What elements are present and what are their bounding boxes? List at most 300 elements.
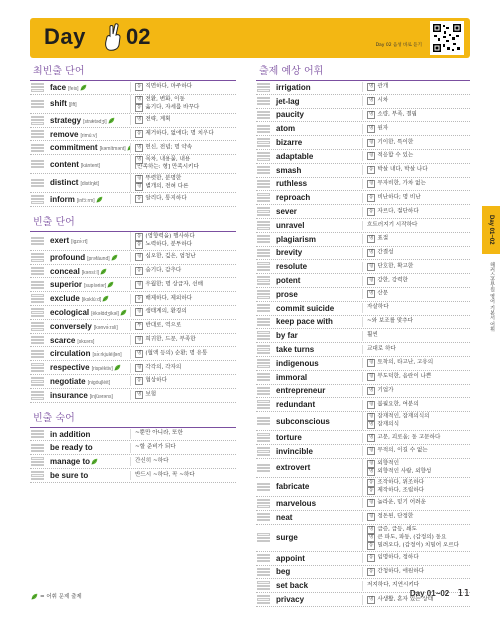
meaning-text: 전략, 계획 <box>145 116 171 123</box>
review-checkbox[interactable] <box>257 83 270 85</box>
review-checkbox[interactable] <box>257 588 270 590</box>
review-checkbox[interactable] <box>257 581 270 583</box>
review-checkbox-group[interactable] <box>256 372 272 382</box>
review-checkbox[interactable] <box>31 185 44 187</box>
review-checkbox[interactable] <box>31 336 44 338</box>
review-checkbox[interactable] <box>257 103 270 105</box>
review-checkbox[interactable] <box>257 214 270 216</box>
review-checkbox[interactable] <box>257 221 270 223</box>
review-checkbox[interactable] <box>257 193 270 195</box>
meaning-text: 적응할 수 있는 <box>377 152 414 159</box>
review-checkbox[interactable] <box>257 440 270 442</box>
review-checkbox[interactable] <box>31 144 44 146</box>
review-checkbox[interactable] <box>257 269 270 271</box>
review-checkbox[interactable] <box>31 86 44 88</box>
review-checkbox[interactable] <box>257 554 270 556</box>
word-meaning <box>130 95 236 113</box>
word-term <box>46 160 130 169</box>
part-of-speech-badge: 형 <box>369 414 374 420</box>
review-checkbox-group[interactable] <box>30 429 46 439</box>
word-term <box>272 554 362 563</box>
word-text: face <box>50 82 67 92</box>
review-checkbox[interactable] <box>257 470 270 472</box>
review-checkbox[interactable] <box>31 201 44 203</box>
review-checkbox[interactable] <box>31 436 44 438</box>
review-checkbox[interactable] <box>257 86 270 88</box>
review-checkbox-group[interactable] <box>256 317 272 327</box>
review-checkbox[interactable] <box>31 147 44 149</box>
review-checkbox-group[interactable] <box>256 447 272 457</box>
review-checkbox[interactable] <box>31 133 44 135</box>
word-term <box>272 193 362 202</box>
review-checkbox[interactable] <box>31 240 44 242</box>
review-checkbox[interactable] <box>257 362 270 364</box>
review-checkbox-group[interactable] <box>256 533 272 543</box>
word-text: surge <box>276 533 298 543</box>
review-checkbox[interactable] <box>257 513 270 515</box>
review-checkbox-group[interactable] <box>30 280 46 290</box>
review-checkbox[interactable] <box>257 97 270 99</box>
common-words-list <box>30 232 236 403</box>
review-checkbox[interactable] <box>257 249 270 251</box>
word-meaning <box>130 429 236 439</box>
review-checkbox-group[interactable] <box>256 165 272 175</box>
review-checkbox[interactable] <box>257 138 270 140</box>
review-checkbox[interactable] <box>257 210 270 212</box>
review-checkbox-group[interactable] <box>256 303 272 313</box>
review-checkbox[interactable] <box>257 483 270 485</box>
review-checkbox[interactable] <box>257 533 270 535</box>
review-checkbox[interactable] <box>257 417 270 419</box>
review-checkbox[interactable] <box>31 450 44 452</box>
review-checkbox[interactable] <box>31 298 44 300</box>
review-checkbox[interactable] <box>257 125 270 127</box>
review-checkbox-group[interactable] <box>256 248 272 258</box>
review-checkbox-group[interactable] <box>30 266 46 276</box>
meaning-line <box>367 194 470 202</box>
review-checkbox-group[interactable] <box>256 359 272 369</box>
review-checkbox[interactable] <box>257 131 270 133</box>
review-checkbox-group[interactable] <box>256 110 272 120</box>
review-checkbox[interactable] <box>257 568 270 570</box>
review-checkbox[interactable] <box>257 89 270 91</box>
word-meaning <box>130 129 236 139</box>
review-checkbox-group[interactable] <box>256 83 272 93</box>
review-checkbox[interactable] <box>257 404 270 406</box>
review-checkbox-group[interactable] <box>30 377 46 387</box>
review-checkbox[interactable] <box>257 207 270 209</box>
review-checkbox[interactable] <box>31 237 44 239</box>
review-checkbox[interactable] <box>31 179 44 181</box>
word-text: inform <box>50 194 75 204</box>
meaning-line <box>135 241 236 249</box>
review-checkbox[interactable] <box>31 370 44 372</box>
review-checkbox[interactable] <box>31 464 44 466</box>
review-checkbox[interactable] <box>257 407 270 409</box>
review-checkbox[interactable] <box>257 304 270 306</box>
review-checkbox[interactable] <box>31 267 44 269</box>
section-title-exam: 출제 예상 어휘 <box>256 62 470 81</box>
review-checkbox-group[interactable] <box>256 433 272 443</box>
word-text: profound <box>50 252 86 262</box>
review-checkbox[interactable] <box>257 321 270 323</box>
review-checkbox[interactable] <box>31 444 44 446</box>
frequent-words-list <box>30 81 236 207</box>
meaning-text: 훨씬 <box>367 331 378 338</box>
review-checkbox-group[interactable] <box>256 138 272 148</box>
review-checkbox-group[interactable] <box>256 345 272 355</box>
word-text: bizarre <box>276 138 303 148</box>
review-checkbox[interactable] <box>31 311 44 313</box>
review-checkbox-group[interactable] <box>256 386 272 396</box>
review-checkbox[interactable] <box>257 276 270 278</box>
review-checkbox[interactable] <box>31 328 44 330</box>
review-checkbox-group[interactable] <box>30 308 46 318</box>
review-checkbox[interactable] <box>257 227 270 229</box>
review-checkbox[interactable] <box>257 141 270 143</box>
review-checkbox[interactable] <box>31 284 44 286</box>
review-checkbox-group[interactable] <box>256 595 272 605</box>
review-checkbox[interactable] <box>31 315 44 317</box>
review-checkbox[interactable] <box>257 447 270 449</box>
word-entry <box>256 219 470 233</box>
qr-code-icon[interactable] <box>430 21 464 55</box>
review-checkbox[interactable] <box>257 262 270 264</box>
review-checkbox[interactable] <box>257 155 270 157</box>
review-checkbox[interactable] <box>257 387 270 389</box>
review-checkbox[interactable] <box>257 186 270 188</box>
review-checkbox[interactable] <box>31 256 44 258</box>
review-checkbox[interactable] <box>31 377 44 379</box>
review-checkbox[interactable] <box>257 180 270 182</box>
review-checkbox[interactable] <box>31 287 44 289</box>
review-checkbox[interactable] <box>31 322 44 324</box>
review-checkbox[interactable] <box>31 259 44 261</box>
meaning-line <box>135 183 236 191</box>
word-meaning <box>362 567 470 577</box>
review-checkbox[interactable] <box>257 310 270 312</box>
review-checkbox[interactable] <box>31 339 44 341</box>
review-checkbox-group[interactable] <box>30 349 46 359</box>
review-checkbox[interactable] <box>31 342 44 344</box>
review-checkbox[interactable] <box>257 290 270 292</box>
review-checkbox[interactable] <box>257 379 270 381</box>
review-checkbox-group[interactable] <box>30 116 46 126</box>
review-checkbox[interactable] <box>31 116 44 118</box>
review-checkbox-group[interactable] <box>256 567 272 577</box>
review-checkbox[interactable] <box>257 296 270 298</box>
part-of-speech-badge: 명 <box>369 468 374 474</box>
review-checkbox-group[interactable] <box>256 581 272 591</box>
review-checkbox[interactable] <box>31 301 44 303</box>
review-checkbox-group[interactable] <box>256 96 272 106</box>
leaf-icon <box>91 458 98 465</box>
review-checkbox[interactable] <box>257 486 270 488</box>
review-checkbox[interactable] <box>257 183 270 185</box>
review-checkbox[interactable] <box>31 89 44 91</box>
review-checkbox[interactable] <box>31 471 44 473</box>
review-checkbox[interactable] <box>257 585 270 587</box>
review-checkbox[interactable] <box>31 457 44 459</box>
review-checkbox[interactable] <box>31 363 44 365</box>
review-checkbox[interactable] <box>31 198 44 200</box>
word-term <box>272 417 362 426</box>
review-checkbox[interactable] <box>257 595 270 597</box>
review-checkbox[interactable] <box>257 376 270 378</box>
review-checkbox[interactable] <box>31 130 44 132</box>
word-text: strategy <box>50 115 82 125</box>
word-meaning <box>362 262 470 272</box>
review-checkbox-group[interactable] <box>30 363 46 373</box>
meaning-text: 숨기다, 감추다 <box>145 267 182 274</box>
review-checkbox[interactable] <box>257 114 270 116</box>
word-text: commitment <box>50 143 98 153</box>
meaning-line <box>135 83 236 91</box>
review-checkbox[interactable] <box>257 348 270 350</box>
review-checkbox[interactable] <box>31 474 44 476</box>
review-checkbox-group[interactable] <box>256 262 272 272</box>
review-checkbox[interactable] <box>257 307 270 309</box>
review-checkbox[interactable] <box>31 273 44 275</box>
word-text: privacy <box>276 595 305 605</box>
review-checkbox[interactable] <box>31 308 44 310</box>
review-checkbox[interactable] <box>31 270 44 272</box>
review-checkbox-group[interactable] <box>30 195 46 205</box>
review-checkbox-group[interactable] <box>30 321 46 331</box>
review-checkbox[interactable] <box>31 461 44 463</box>
part-of-speech-badge: 형 <box>369 180 374 186</box>
word-meaning <box>362 207 470 217</box>
review-checkbox-group[interactable] <box>30 236 46 246</box>
review-checkbox[interactable] <box>31 325 44 327</box>
review-checkbox[interactable] <box>257 169 270 171</box>
review-checkbox[interactable] <box>31 182 44 184</box>
review-checkbox[interactable] <box>257 166 270 168</box>
review-checkbox[interactable] <box>257 540 270 542</box>
review-checkbox[interactable] <box>257 423 270 425</box>
review-checkbox[interactable] <box>257 557 270 559</box>
word-term <box>46 99 130 108</box>
review-checkbox[interactable] <box>257 359 270 361</box>
review-checkbox[interactable] <box>31 83 44 85</box>
review-checkbox[interactable] <box>257 238 270 240</box>
side-tab-day-range[interactable]: Day 01~02 <box>482 206 500 254</box>
review-checkbox[interactable] <box>31 160 44 162</box>
review-checkbox[interactable] <box>257 560 270 562</box>
meaning-line <box>367 387 470 395</box>
review-checkbox[interactable] <box>31 253 44 255</box>
review-checkbox[interactable] <box>257 365 270 367</box>
review-checkbox[interactable] <box>257 255 270 257</box>
review-checkbox-group[interactable] <box>30 471 46 481</box>
review-checkbox[interactable] <box>31 294 44 296</box>
review-checkbox[interactable] <box>31 350 44 352</box>
review-checkbox[interactable] <box>257 235 270 237</box>
review-checkbox[interactable] <box>257 100 270 102</box>
review-checkbox-group[interactable] <box>256 193 272 203</box>
meaning-line <box>367 152 470 160</box>
meaning-text: 고문, 괴로움; 동 고문하다 <box>377 434 441 441</box>
review-checkbox[interactable] <box>257 345 270 347</box>
review-checkbox[interactable] <box>257 420 270 422</box>
review-checkbox-group[interactable] <box>256 463 272 473</box>
review-checkbox-group[interactable] <box>256 482 272 492</box>
review-checkbox-group[interactable] <box>30 457 46 467</box>
review-checkbox-group[interactable] <box>256 416 272 426</box>
review-checkbox[interactable] <box>257 464 270 466</box>
review-checkbox[interactable] <box>31 430 44 432</box>
review-checkbox[interactable] <box>257 602 270 604</box>
review-checkbox-group[interactable] <box>30 83 46 93</box>
review-checkbox[interactable] <box>257 158 270 160</box>
word-meaning <box>362 124 470 134</box>
review-checkbox-group[interactable] <box>30 129 46 139</box>
review-checkbox[interactable] <box>257 437 270 439</box>
meaning-text: 전환, 변화, 이동 <box>145 96 185 103</box>
meaning-line <box>367 487 470 495</box>
word-pronunciation: [infɔ́ːrm] <box>76 197 95 204</box>
word-term <box>46 471 130 480</box>
review-checkbox[interactable] <box>31 394 44 396</box>
review-checkbox[interactable] <box>257 172 270 174</box>
review-checkbox[interactable] <box>31 163 44 165</box>
review-checkbox-group[interactable] <box>256 553 272 563</box>
review-checkbox[interactable] <box>31 166 44 168</box>
word-meaning <box>362 459 470 477</box>
review-checkbox[interactable] <box>257 505 270 507</box>
review-checkbox[interactable] <box>257 499 270 501</box>
review-checkbox[interactable] <box>257 335 270 337</box>
review-checkbox[interactable] <box>31 447 44 449</box>
review-checkbox-group[interactable] <box>30 390 46 400</box>
review-checkbox[interactable] <box>257 519 270 521</box>
review-checkbox[interactable] <box>257 598 270 600</box>
review-checkbox[interactable] <box>257 152 270 154</box>
review-checkbox[interactable] <box>31 281 44 283</box>
review-checkbox[interactable] <box>31 119 44 121</box>
review-checkbox[interactable] <box>257 252 270 254</box>
review-checkbox-group[interactable] <box>256 207 272 217</box>
review-checkbox[interactable] <box>257 117 270 119</box>
review-checkbox-group[interactable] <box>30 335 46 345</box>
review-checkbox[interactable] <box>257 467 270 469</box>
review-checkbox[interactable] <box>31 367 44 369</box>
review-checkbox-group[interactable] <box>256 331 272 341</box>
word-text: be sure to <box>50 470 89 480</box>
review-checkbox[interactable] <box>257 128 270 130</box>
review-checkbox[interactable] <box>31 353 44 355</box>
review-checkbox[interactable] <box>31 391 44 393</box>
word-meaning <box>130 155 236 173</box>
word-text: indigenous <box>276 358 319 368</box>
word-text: marvelous <box>276 498 317 508</box>
review-checkbox[interactable] <box>257 373 270 375</box>
review-checkbox[interactable] <box>257 454 270 456</box>
review-checkbox[interactable] <box>257 324 270 326</box>
review-checkbox[interactable] <box>257 390 270 392</box>
review-checkbox[interactable] <box>31 380 44 382</box>
word-text: neat <box>276 512 293 522</box>
review-checkbox-group[interactable] <box>256 152 272 162</box>
review-checkbox[interactable] <box>257 516 270 518</box>
review-checkbox[interactable] <box>257 197 270 199</box>
review-checkbox[interactable] <box>31 103 44 105</box>
review-checkbox[interactable] <box>257 450 270 452</box>
review-checkbox[interactable] <box>257 241 270 243</box>
part-of-speech-badge: 명 <box>137 96 142 102</box>
review-checkbox[interactable] <box>31 243 44 245</box>
review-checkbox[interactable] <box>257 111 270 113</box>
review-checkbox[interactable] <box>31 100 44 102</box>
review-checkbox-group[interactable] <box>256 276 272 286</box>
review-checkbox[interactable] <box>257 224 270 226</box>
review-checkbox[interactable] <box>31 106 44 108</box>
review-checkbox[interactable] <box>257 574 270 576</box>
review-checkbox[interactable] <box>31 397 44 399</box>
review-checkbox[interactable] <box>257 489 270 491</box>
review-checkbox-group[interactable] <box>30 252 46 262</box>
review-checkbox[interactable] <box>31 195 44 197</box>
review-checkbox-group[interactable] <box>256 221 272 231</box>
word-text: commit suicide <box>276 303 335 313</box>
part-of-speech-badge: 명 <box>369 98 374 104</box>
review-checkbox[interactable] <box>257 266 270 268</box>
review-checkbox[interactable] <box>31 433 44 435</box>
review-checkbox[interactable] <box>31 384 44 386</box>
word-meaning <box>362 179 470 189</box>
review-checkbox[interactable] <box>31 136 44 138</box>
review-checkbox[interactable] <box>257 393 270 395</box>
review-checkbox-group[interactable] <box>256 234 272 244</box>
review-checkbox[interactable] <box>257 433 270 435</box>
review-checkbox[interactable] <box>257 318 270 320</box>
review-checkbox[interactable] <box>257 571 270 573</box>
meaning-line <box>367 235 470 243</box>
review-checkbox[interactable] <box>31 150 44 152</box>
review-checkbox-group[interactable] <box>256 290 272 300</box>
review-checkbox[interactable] <box>257 283 270 285</box>
review-checkbox-group[interactable] <box>256 400 272 410</box>
review-checkbox-group[interactable] <box>30 294 46 304</box>
word-entry <box>30 455 236 469</box>
review-checkbox[interactable] <box>257 331 270 333</box>
review-checkbox-group[interactable] <box>30 443 46 453</box>
review-checkbox-group[interactable] <box>256 124 272 134</box>
review-checkbox[interactable] <box>31 122 44 124</box>
review-checkbox[interactable] <box>257 200 270 202</box>
review-checkbox[interactable] <box>257 279 270 281</box>
review-checkbox-group[interactable] <box>256 512 272 522</box>
meaning-text: 교대로 하다 <box>367 345 396 352</box>
review-checkbox-group[interactable] <box>30 143 46 153</box>
review-checkbox[interactable] <box>257 537 270 539</box>
word-term <box>46 267 130 276</box>
review-checkbox-group[interactable] <box>30 178 46 188</box>
review-checkbox-group[interactable] <box>256 179 272 189</box>
review-checkbox[interactable] <box>257 400 270 402</box>
review-checkbox[interactable] <box>31 478 44 480</box>
review-checkbox-group[interactable] <box>256 499 272 509</box>
review-checkbox[interactable] <box>257 145 270 147</box>
review-checkbox[interactable] <box>31 356 44 358</box>
review-checkbox-group[interactable] <box>30 159 46 169</box>
review-checkbox[interactable] <box>257 338 270 340</box>
review-checkbox[interactable] <box>257 502 270 504</box>
review-checkbox[interactable] <box>257 293 270 295</box>
meaning-text: 흐트러지기 시작하다 <box>367 221 418 228</box>
review-checkbox-group[interactable] <box>30 99 46 109</box>
review-checkbox[interactable] <box>257 352 270 354</box>
